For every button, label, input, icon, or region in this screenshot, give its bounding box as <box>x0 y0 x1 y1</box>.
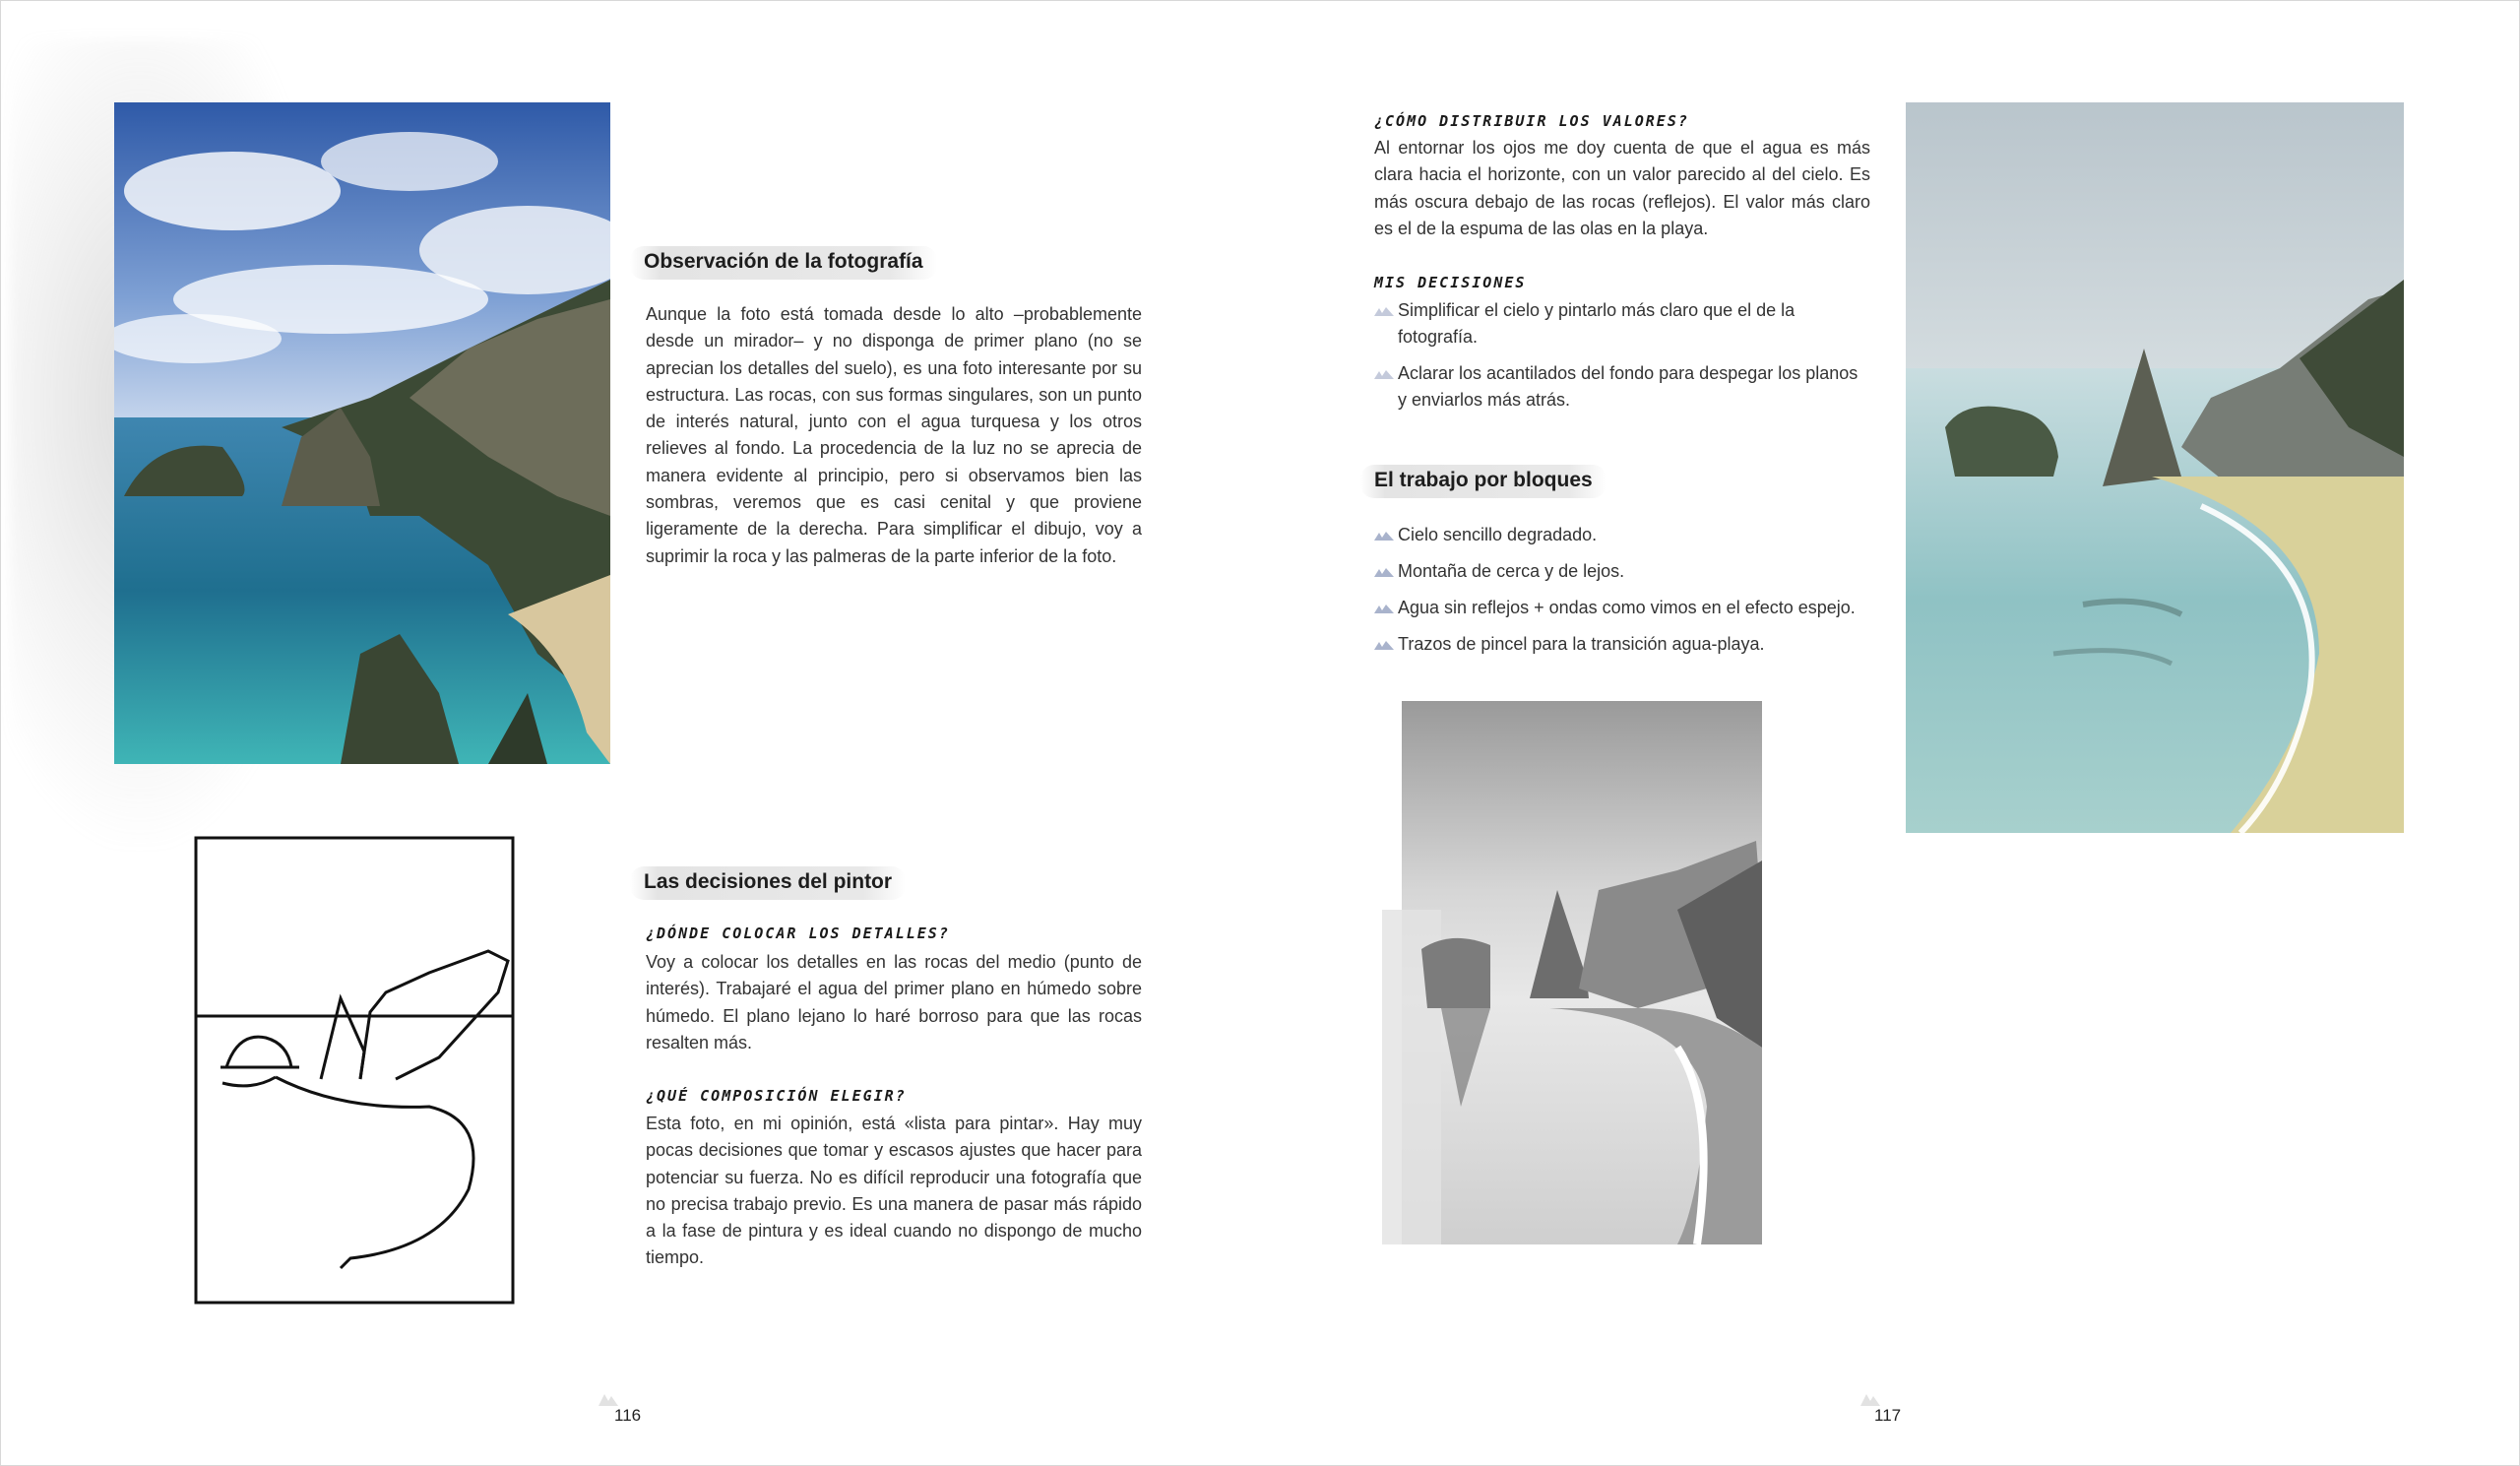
watercolor-painting <box>1906 102 2404 833</box>
list-item: Agua sin reflejos + ondas como vimos en el efecto espejo. <box>1374 595 1886 621</box>
line-sketch <box>193 835 516 1306</box>
heading-observation: Observación de la fotografía <box>630 246 937 280</box>
details-paragraph: Voy a colocar los detalles en las rocas del medio (punto de interés). Trabajaré el agua del primer plano en húmedo sobre húmedo. El plano lejano lo haré borroso para que las rocas resalten más. <box>646 952 1142 1052</box>
blocks-list <box>1374 522 1886 668</box>
mountain-bullet-icon <box>1374 531 1394 541</box>
list-item: Montaña de cerca y de lejos. <box>1374 558 1886 585</box>
list-item: Trazos de pincel para la transición agua-playa. <box>1374 631 1886 658</box>
page-number-left: 116 <box>614 1406 642 1425</box>
heading-decisions: Las decisiones del pintor <box>630 866 906 900</box>
heading-blocks: El trabajo por bloques <box>1360 465 1606 498</box>
list-item: Simplificar el cielo y pintarlo más claro que el de la fotografía. <box>1374 297 1870 351</box>
subheading-my-decisions: MIS DECISIONES <box>1374 274 1527 291</box>
mountain-bullet-icon <box>1374 640 1394 650</box>
my-decisions-list <box>1374 297 1870 423</box>
list-item: Cielo sencillo degradado. <box>1374 522 1886 548</box>
mountain-bullet-icon <box>1374 604 1394 613</box>
values-paragraph: Al entornar los ojos me doy cuenta de que el agua es más clara hacia el horizonte, con un valor parecido al del cielo. Es más oscura debajo de las rocas (reflejos). El valor más claro es el de la espuma de las olas en la playa. <box>1374 138 1870 238</box>
subheading-details: ¿DÓNDE COLOCAR LOS DETALLES? <box>646 924 950 942</box>
mountain-bullet-icon <box>1374 306 1394 316</box>
page-number-right: 117 <box>1874 1406 1902 1425</box>
composition-paragraph: Esta foto, en mi opinión, está «lista para pintar». Hay muy pocas decisiones que tomar y escasos ajustes que hacer para potenciar su fuerza. No es difícil reproducir una fotografía que no precisa trabajo previo. Es una manera de pasar más rápido a la fase de pintura y es ideal cuando no dispongo de mucho tiempo. <box>646 1114 1142 1268</box>
subheading-values: ¿CÓMO DISTRIBUIR LOS VALORES? <box>1374 112 1689 130</box>
value-study-painting <box>1382 693 1782 1252</box>
observation-paragraph: Aunque la foto está tomada desde lo alto –probablemente desde un mirador– y no disponga de primer plano (no se aprecian los detalles del suelo), es una foto interesante por su estructura. Las rocas, con sus formas singulares, son un punto de interés natural, junto con el agua turquesa y los otros relieves al fondo. La procedencia de la luz no se aprecia de manera evidente al principio, pero si observamos bien las sombras, veremos que es casi cenital y que proviene ligeramente de la derecha. Para simplificar el dibujo, voy a suprimir la roca y las palmeras de la parte inferior de la foto. <box>646 304 1142 566</box>
coast-photo <box>114 102 610 764</box>
page-mark-icon <box>598 1392 618 1406</box>
mountain-bullet-icon <box>1374 369 1394 379</box>
mountain-bullet-icon <box>1374 567 1394 577</box>
subheading-composition: ¿QUÉ COMPOSICIÓN ELEGIR? <box>646 1087 907 1105</box>
page-mark-icon <box>1860 1392 1880 1406</box>
list-item: Aclarar los acantilados del fondo para despegar los planos y enviarlos más atrás. <box>1374 360 1870 414</box>
